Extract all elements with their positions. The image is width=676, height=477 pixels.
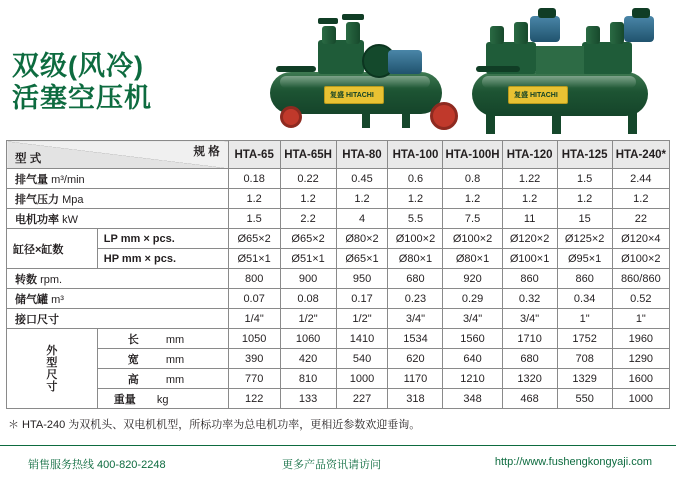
cell-5-2: 950 [336, 269, 388, 289]
cell-6-0: 0.07 [228, 289, 280, 309]
cell-d0-3: 1534 [388, 329, 443, 349]
cell-7-0: 1/4" [228, 309, 280, 329]
table-row-tank [7, 289, 670, 309]
cell-3-5: Ø120×2 [502, 229, 557, 249]
row-label-d1 [97, 349, 228, 369]
cell-0-7: 2.44 [612, 169, 669, 189]
row-unit-d1: mm [165, 353, 185, 366]
dimension-label-char-2: 尺 [46, 368, 58, 381]
cell-0-4: 0.8 [443, 169, 502, 189]
cell-4-3: Ø80×1 [388, 249, 443, 269]
cell-d0-1: 1060 [280, 329, 336, 349]
cell-1-0: 1.2 [228, 189, 280, 209]
cell-w-3: 318 [388, 389, 443, 409]
cell-4-4: Ø80×1 [443, 249, 502, 269]
row-label-text-0: 排气量 [15, 173, 48, 186]
specification-table [6, 140, 670, 409]
cell-2-0: 1.5 [228, 209, 280, 229]
header-type-label: 型 式 [15, 153, 42, 165]
cell-w-0: 122 [228, 389, 280, 409]
cell-0-6: 1.5 [557, 169, 612, 189]
cell-d1-3: 620 [388, 349, 443, 369]
footer-hotline: 销售服务热线 400-820-2248 [28, 459, 166, 471]
table-header-row [7, 141, 670, 169]
cell-1-2: 1.2 [336, 189, 388, 209]
cell-4-6: Ø95×1 [557, 249, 612, 269]
dimension-label-char-1: 型 [46, 356, 58, 369]
cell-d2-2: 1000 [336, 369, 388, 389]
model-header-7: HTA-240* [612, 141, 669, 169]
row-label-6 [7, 289, 229, 309]
row-label-0 [7, 169, 229, 189]
cell-1-4: 1.2 [443, 189, 502, 209]
row-label-d2 [97, 369, 228, 389]
cell-6-4: 0.29 [443, 289, 502, 309]
table-row-speed [7, 269, 670, 289]
row-unit-0: m³/min [51, 173, 85, 186]
cell-2-2: 4 [336, 209, 388, 229]
cell-7-4: 3/4" [443, 309, 502, 329]
cell-6-5: 0.32 [502, 289, 557, 309]
cell-w-4: 348 [443, 389, 502, 409]
model-header-5: HTA-120 [502, 141, 557, 169]
cell-6-7: 0.52 [612, 289, 669, 309]
cell-w-7: 1000 [612, 389, 669, 409]
cell-w-5: 468 [502, 389, 557, 409]
cell-7-7: 1" [612, 309, 669, 329]
cell-4-5: Ø100×1 [502, 249, 557, 269]
cell-3-1: Ø65×2 [280, 229, 336, 249]
cell-3-2: Ø80×2 [336, 229, 388, 249]
page-title-line1: 双级(风冷) [12, 51, 144, 81]
cell-d0-4: 1560 [443, 329, 502, 349]
cell-d2-7: 1600 [612, 369, 669, 389]
cell-d1-5: 680 [502, 349, 557, 369]
cell-0-1: 0.22 [280, 169, 336, 189]
cell-4-0: Ø51×1 [228, 249, 280, 269]
row-label-7 [7, 309, 229, 329]
cell-3-4: Ø100×2 [443, 229, 502, 249]
cell-d2-3: 1170 [388, 369, 443, 389]
cell-5-5: 860 [502, 269, 557, 289]
cell-2-6: 15 [557, 209, 612, 229]
row-sublabel-lp: LP mm × pcs. [97, 229, 228, 249]
model-header-3: HTA-100 [388, 141, 443, 169]
cell-w-1: 133 [280, 389, 336, 409]
cell-d2-0: 770 [228, 369, 280, 389]
footer-middle-text: 更多产品资讯请访问 [282, 459, 381, 471]
row-label-bore: 缸径×缸数 [7, 229, 98, 269]
row-unit-5: rpm. [40, 273, 63, 286]
cell-w-2: 227 [336, 389, 388, 409]
cell-7-2: 1/2" [336, 309, 388, 329]
table-row-motor-power [7, 209, 670, 229]
cell-5-6: 860 [557, 269, 612, 289]
cell-d0-6: 1752 [557, 329, 612, 349]
cell-d0-2: 1410 [336, 329, 388, 349]
cell-2-4: 7.5 [443, 209, 502, 229]
cell-d1-4: 640 [443, 349, 502, 369]
cell-0-0: 0.18 [228, 169, 280, 189]
row-label-5 [7, 269, 229, 289]
cell-1-6: 1.2 [557, 189, 612, 209]
row-label-text-5: 转数 [15, 273, 37, 286]
page-title-line2: 活塞空压机 [12, 83, 152, 113]
row-label-text-7: 接口尺寸 [15, 313, 59, 326]
cell-2-3: 5.5 [388, 209, 443, 229]
cell-3-7: Ø120×4 [612, 229, 669, 249]
table-row-length [7, 329, 670, 349]
hero-banner [0, 0, 676, 140]
footer-divider [0, 445, 676, 446]
cell-d1-7: 1290 [612, 349, 669, 369]
row-unit-d2: mm [165, 373, 185, 386]
header-corner-cell [7, 141, 229, 169]
header-spec-label: 规 格 [193, 146, 220, 158]
dimension-label-char-3: 寸 [46, 380, 58, 393]
table-row-weight [7, 389, 670, 409]
row-label-text-d2: 高 [127, 373, 139, 386]
model-header-6: HTA-125 [557, 141, 612, 169]
row-label-2 [7, 209, 229, 229]
page-title [12, 50, 152, 114]
table-row-width [7, 349, 670, 369]
cell-7-3: 3/4" [388, 309, 443, 329]
cell-6-1: 0.08 [280, 289, 336, 309]
cell-7-5: 3/4" [502, 309, 557, 329]
table-footnote: ＊ HTA-240 为双机头、双电机机型，所标功率为总电机功率，更相近参数欢迎垂询。 [8, 419, 421, 431]
cell-d2-4: 1210 [443, 369, 502, 389]
model-header-4: HTA-100H [443, 141, 502, 169]
row-unit-2: kW [62, 213, 78, 226]
page-footer [0, 452, 676, 477]
cell-4-1: Ø51×1 [280, 249, 336, 269]
cell-d2-5: 1320 [502, 369, 557, 389]
model-header-2: HTA-80 [336, 141, 388, 169]
cell-5-3: 680 [388, 269, 443, 289]
cell-2-7: 22 [612, 209, 669, 229]
table-row-discharge-volume [7, 169, 670, 189]
cell-d2-1: 810 [280, 369, 336, 389]
cell-0-3: 0.6 [388, 169, 443, 189]
cell-4-7: Ø100×2 [612, 249, 669, 269]
row-label-text-2: 电机功率 [15, 213, 59, 226]
table-row-discharge-pressure [7, 189, 670, 209]
cell-d1-6: 708 [557, 349, 612, 369]
cell-6-2: 0.17 [336, 289, 388, 309]
cell-d1-2: 540 [336, 349, 388, 369]
table-row-height [7, 369, 670, 389]
cell-d0-0: 1050 [228, 329, 280, 349]
row-label-1 [7, 189, 229, 209]
table-row-bore-hp [7, 249, 670, 269]
cell-3-3: Ø100×2 [388, 229, 443, 249]
cell-6-6: 0.34 [557, 289, 612, 309]
cell-2-5: 11 [502, 209, 557, 229]
cell-3-6: Ø125×2 [557, 229, 612, 249]
cell-1-3: 1.2 [388, 189, 443, 209]
cell-0-2: 0.45 [336, 169, 388, 189]
compressor-illustration-right: 复盛 HITACHI [452, 2, 666, 138]
cell-7-1: 1/2" [280, 309, 336, 329]
row-unit-6: m³ [51, 293, 64, 306]
cell-d2-6: 1329 [557, 369, 612, 389]
cell-d1-1: 420 [280, 349, 336, 369]
model-header-0: HTA-65 [228, 141, 280, 169]
model-header-1: HTA-65H [280, 141, 336, 169]
cell-d0-7: 1960 [612, 329, 669, 349]
cell-d1-0: 390 [228, 349, 280, 369]
row-label-dimension-group [7, 329, 98, 409]
row-label-text-d1: 宽 [127, 353, 139, 366]
cell-2-1: 2.2 [280, 209, 336, 229]
row-sublabel-hp: HP mm × pcs. [97, 249, 228, 269]
row-label-text-weight: 重量 [113, 393, 136, 406]
row-unit-1: Mpa [62, 193, 84, 206]
cell-3-0: Ø65×2 [228, 229, 280, 249]
cell-1-1: 1.2 [280, 189, 336, 209]
table-row-connection-size [7, 309, 670, 329]
cell-4-2: Ø65×1 [336, 249, 388, 269]
row-unit-weight: kg [156, 393, 169, 406]
footer-website[interactable]: http://www.fushengkongyaji.com [494, 456, 652, 468]
cell-7-6: 1" [557, 309, 612, 329]
cell-5-0: 800 [228, 269, 280, 289]
row-label-text-d0: 长 [127, 333, 139, 346]
cell-0-5: 1.22 [502, 169, 557, 189]
row-label-text-1: 排气压力 [15, 193, 59, 206]
cell-1-5: 1.2 [502, 189, 557, 209]
cell-5-1: 900 [280, 269, 336, 289]
cell-w-6: 550 [557, 389, 612, 409]
cell-1-7: 1.2 [612, 189, 669, 209]
row-label-d0 [97, 329, 228, 349]
row-label-text-6: 储气罐 [15, 293, 48, 306]
compressor-illustration-left: 复盛 HITACHI [262, 10, 452, 138]
row-label-weight [97, 389, 228, 409]
cell-d0-5: 1710 [502, 329, 557, 349]
row-unit-d0: mm [165, 333, 185, 346]
table-row-bore-lp [7, 229, 670, 249]
dimension-label-char-0: 外 [46, 344, 58, 357]
cell-5-4: 920 [443, 269, 502, 289]
cell-6-3: 0.23 [388, 289, 443, 309]
cell-5-7: 860/860 [612, 269, 669, 289]
